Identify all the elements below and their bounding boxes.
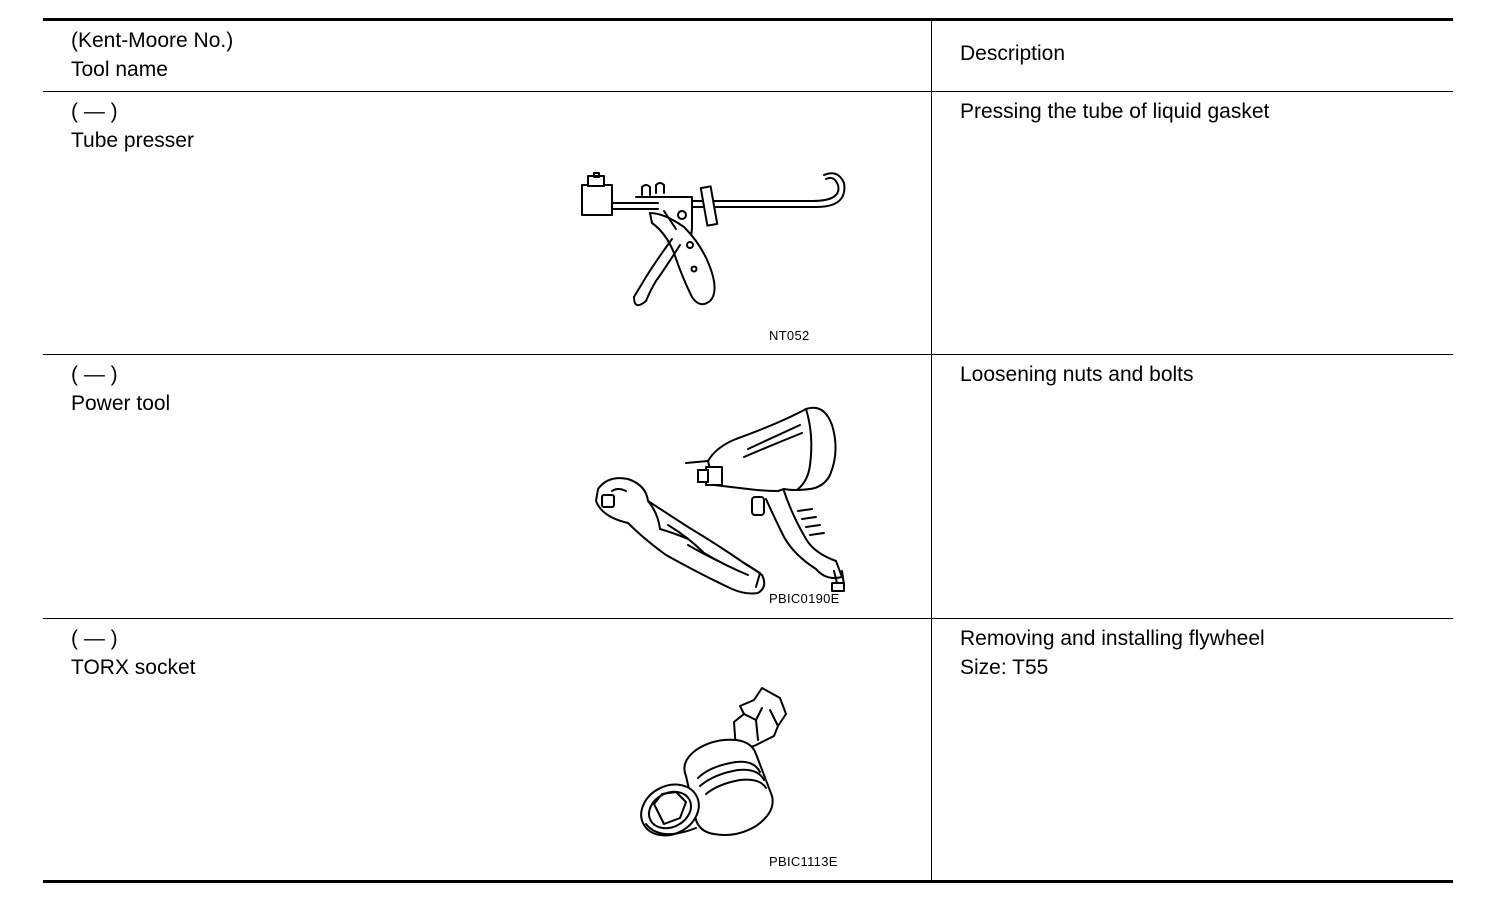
header-divider <box>43 91 1453 92</box>
column-divider <box>931 21 932 880</box>
tool-number: ( — ) <box>71 627 118 650</box>
tool-description: Removing and installing flywheel <box>960 627 1265 650</box>
table-top-rule <box>43 18 1453 21</box>
power-tool-icon <box>548 405 848 595</box>
tool-name: TORX socket <box>71 656 196 679</box>
header-description-label: Description <box>960 42 1066 65</box>
row-divider <box>43 354 1453 355</box>
torx-socket-icon <box>640 686 795 841</box>
tool-name: Power tool <box>71 392 171 415</box>
tube-presser-icon <box>580 173 840 308</box>
tool-description: Loosening nuts and bolts <box>960 363 1194 386</box>
figure-code: NT052 <box>769 328 810 343</box>
row-divider <box>43 618 1453 619</box>
tool-number: ( — ) <box>71 100 118 123</box>
header-kent-moore-label: (Kent-Moore No.) <box>71 29 234 52</box>
tool-number: ( — ) <box>71 363 118 386</box>
header-tool-name-label: Tool name <box>71 58 168 81</box>
tool-name: Tube presser <box>71 129 194 152</box>
tool-description: Pressing the tube of liquid gasket <box>960 100 1270 123</box>
table-bottom-rule <box>43 880 1453 883</box>
tool-description-size: Size: T55 <box>960 656 1049 679</box>
figure-code: PBIC1113E <box>769 854 838 869</box>
figure-code: PBIC0190E <box>769 591 840 606</box>
